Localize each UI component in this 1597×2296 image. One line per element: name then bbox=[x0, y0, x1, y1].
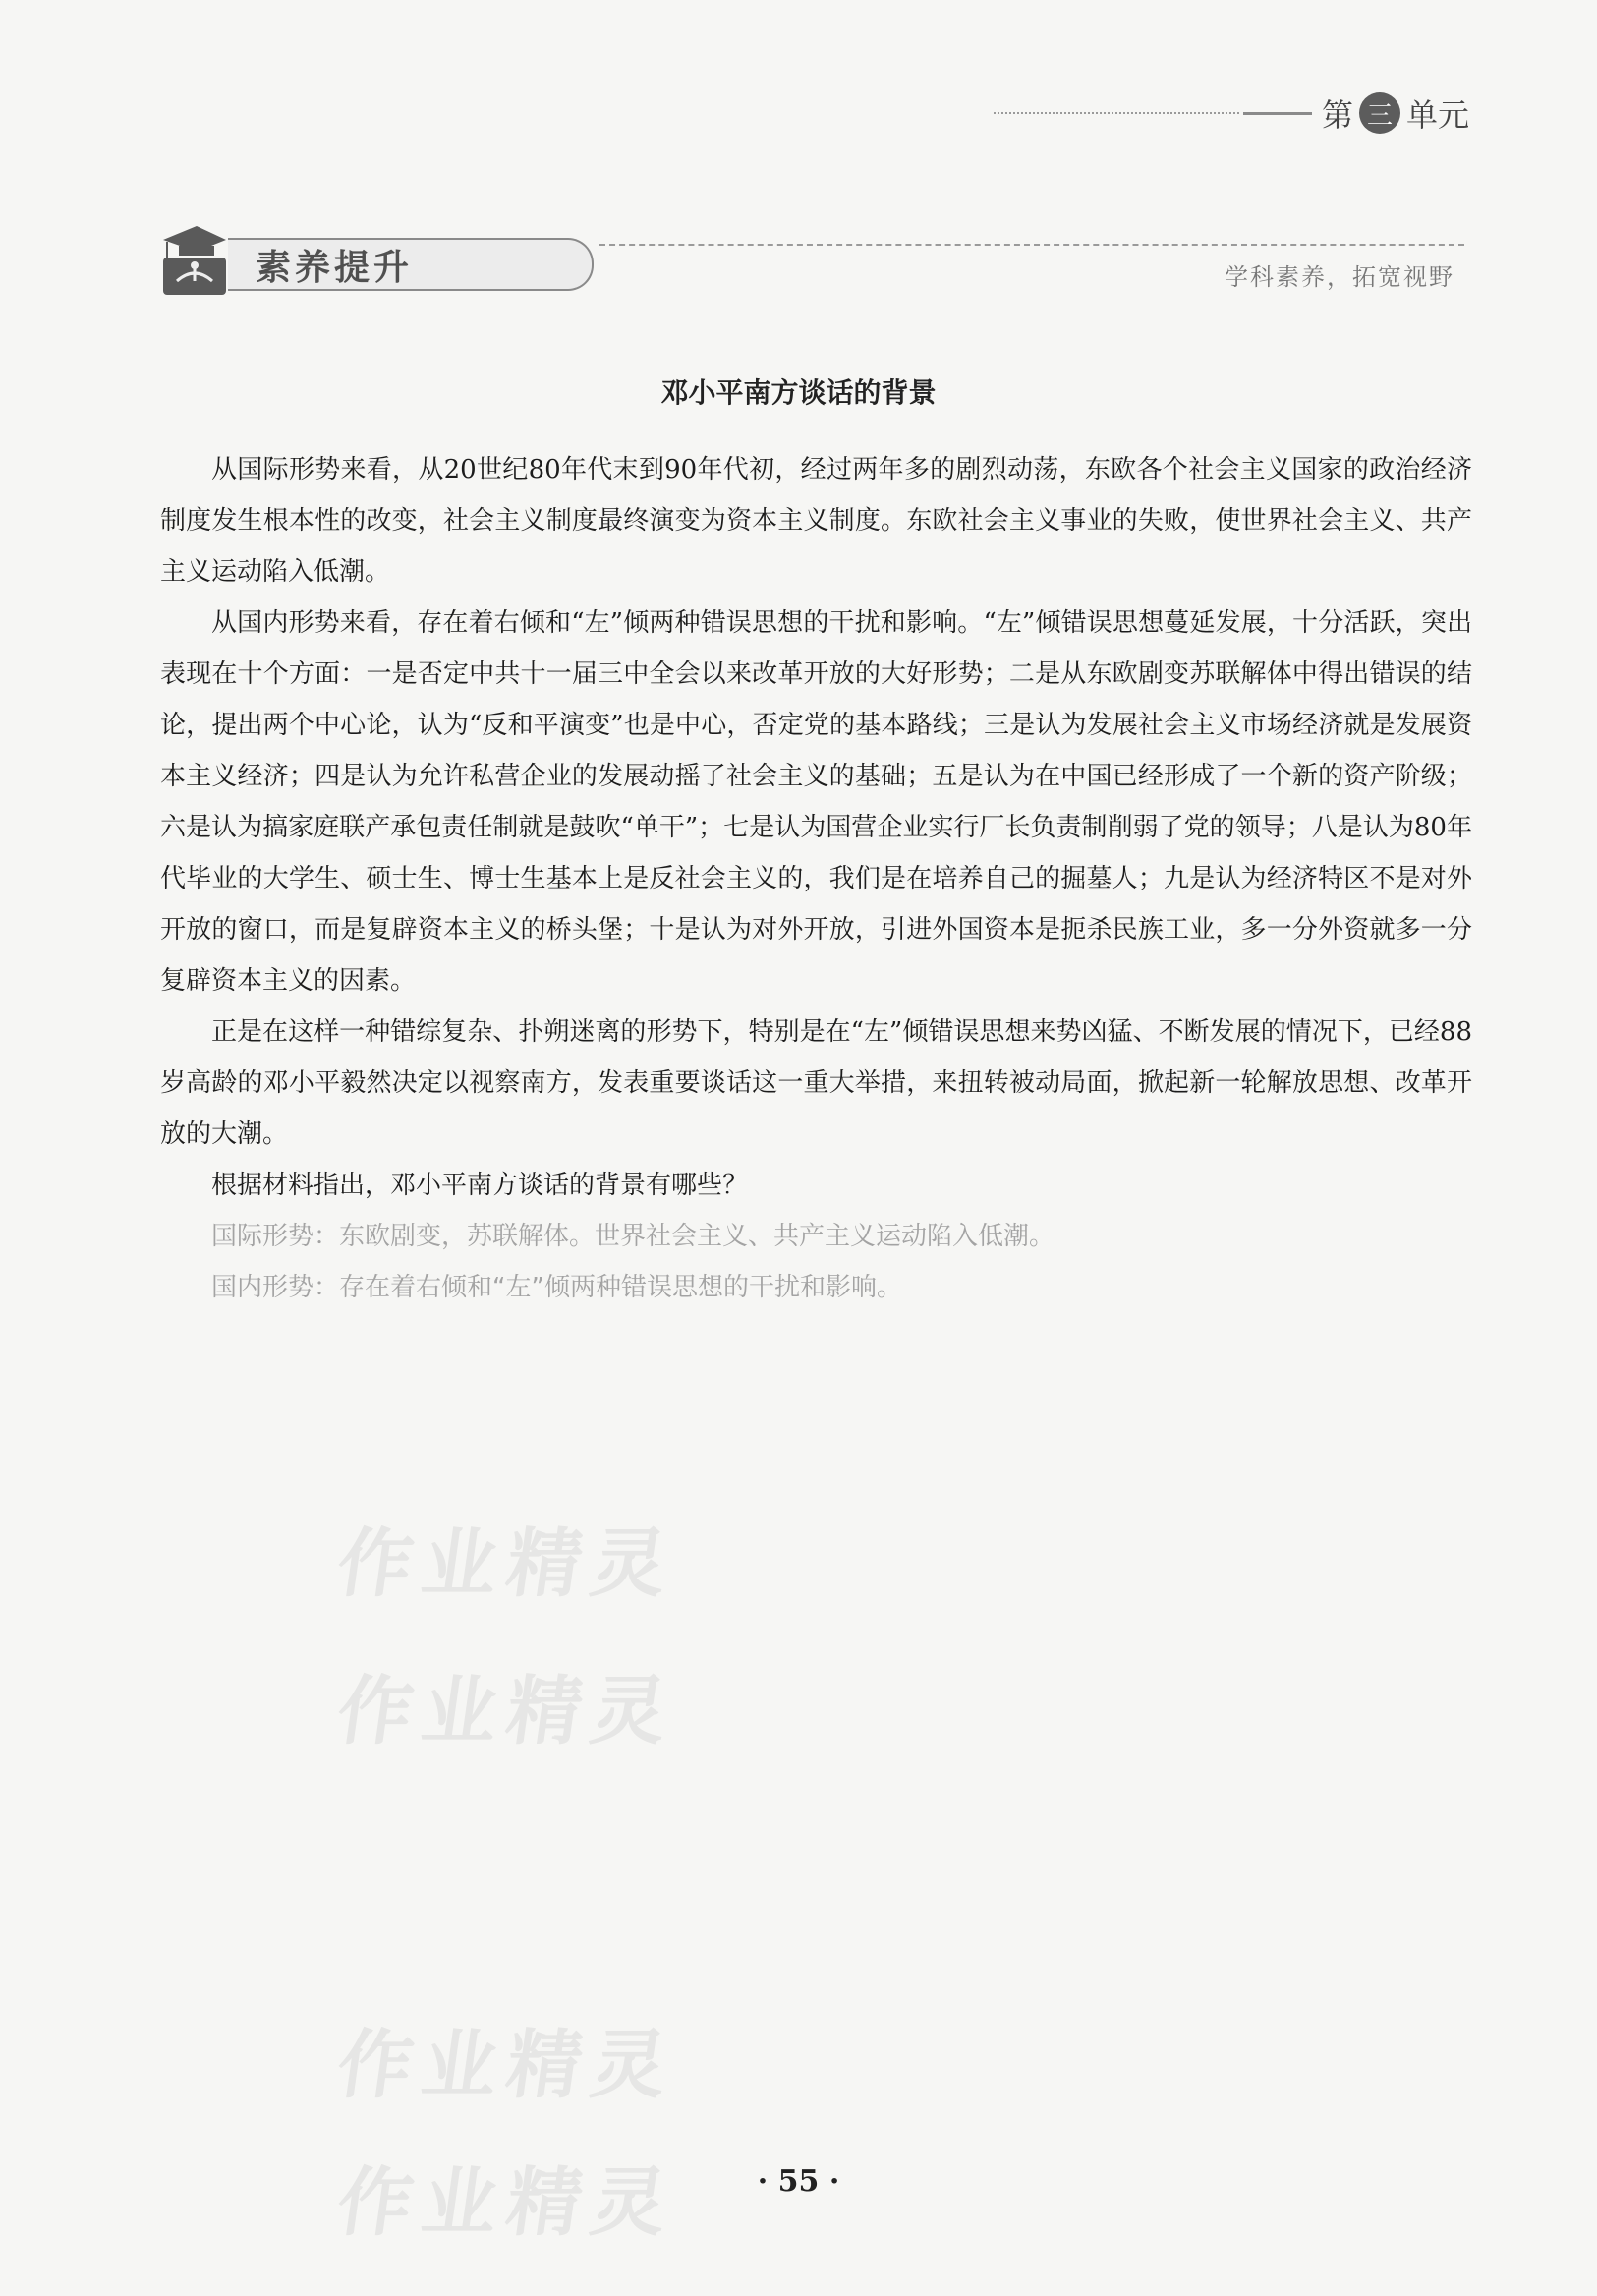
watermark: 作业精灵 bbox=[331, 2158, 683, 2246]
banner-dashed-rule bbox=[599, 244, 1464, 246]
watermark: 作业精灵 bbox=[331, 2021, 683, 2108]
banner-label: 素养提升 bbox=[256, 248, 414, 288]
paragraph: 从国际形势来看，从20世纪80年代末到90年代初，经过两年多的剧烈动荡，东欧各个社会主义国家的政治经济制度发生根本性的改变，社会主义制度最终演变为资本主义制度。东欧社会主义事业的失败，使世界社会主义、共产主义运动陷入低潮。 bbox=[160, 455, 1472, 587]
article-title: 邓小平南方谈话的背景 bbox=[660, 376, 937, 409]
header-solid-rule bbox=[1243, 112, 1312, 115]
answer-international: 国际形势：东欧剧变，苏联解体。世界社会主义、共产主义运动陷入低潮。 bbox=[211, 1222, 1055, 1251]
unit-suffix: 单元 bbox=[1405, 96, 1469, 134]
article-body bbox=[160, 444, 1472, 1313]
section-banner bbox=[157, 220, 1464, 295]
running-header bbox=[994, 90, 1469, 136]
page-number: · 55 · bbox=[757, 2164, 840, 2199]
header-dotted-rule bbox=[994, 112, 1239, 114]
answer-domestic: 国内形势：存在着右倾和“左”倾两种错误思想的干扰和影响。 bbox=[211, 1273, 902, 1302]
unit-prefix: 第 bbox=[1321, 96, 1353, 134]
paragraph: 正是在这样一种错综复杂、扑朔迷离的形势下，特别是在“左”倾错误思想来势凶猛、不断发展的情况下，已经88岁高龄的邓小平毅然决定以视察南方，发表重要谈话这一重大举措，来扭转被动局面，掀起新一轮解放思想、改革开放的大潮。 bbox=[160, 1017, 1472, 1149]
watermark: 作业精灵 bbox=[331, 1667, 683, 1754]
graduation-cap-book-icon bbox=[157, 220, 226, 295]
unit-number-badge: 三 bbox=[1359, 92, 1400, 134]
question: 根据材料指出，邓小平南方谈话的背景有哪些？ bbox=[211, 1171, 749, 1200]
watermark: 作业精灵 bbox=[331, 1520, 683, 1607]
paragraph: 从国内形势来看，存在着右倾和“左”倾两种错误思想的干扰和影响。“左”倾错误思想蔓延发展，十分活跃，突出表现在十个方面：一是否定中共十一届三中全会以来改革开放的大好形势；二是从东欧剧变苏联解体中得出错误的结论，提出两个中心论，认为“反和平演变”也是中心，否定党的基本路线；三是认为发展社会主义市场经济就是发展资本主义经济；四是认为允许私营企业的发展动摇了社会主义的基础；五是认为在中国已经形成了一个新的资产阶级；六是认为搞家庭联产承包责任制就是鼓吹“单干”；七是认为国营企业实行厂长负责制削弱了党的领导；八是认为80年代毕业的大学生、硕士生、博士生基本上是反社会主义的，我们是在培养自己的掘墓人；九是认为经济特区不是对外开放的窗口，而是复辟资本主义的桥头堡；十是认为对外开放，引进外国资本是扼杀民族工业，多一分外资就多一分复辟资本主义的因素。 bbox=[160, 608, 1472, 996]
banner-subtitle: 学科素养，拓宽视野 bbox=[1225, 263, 1454, 291]
